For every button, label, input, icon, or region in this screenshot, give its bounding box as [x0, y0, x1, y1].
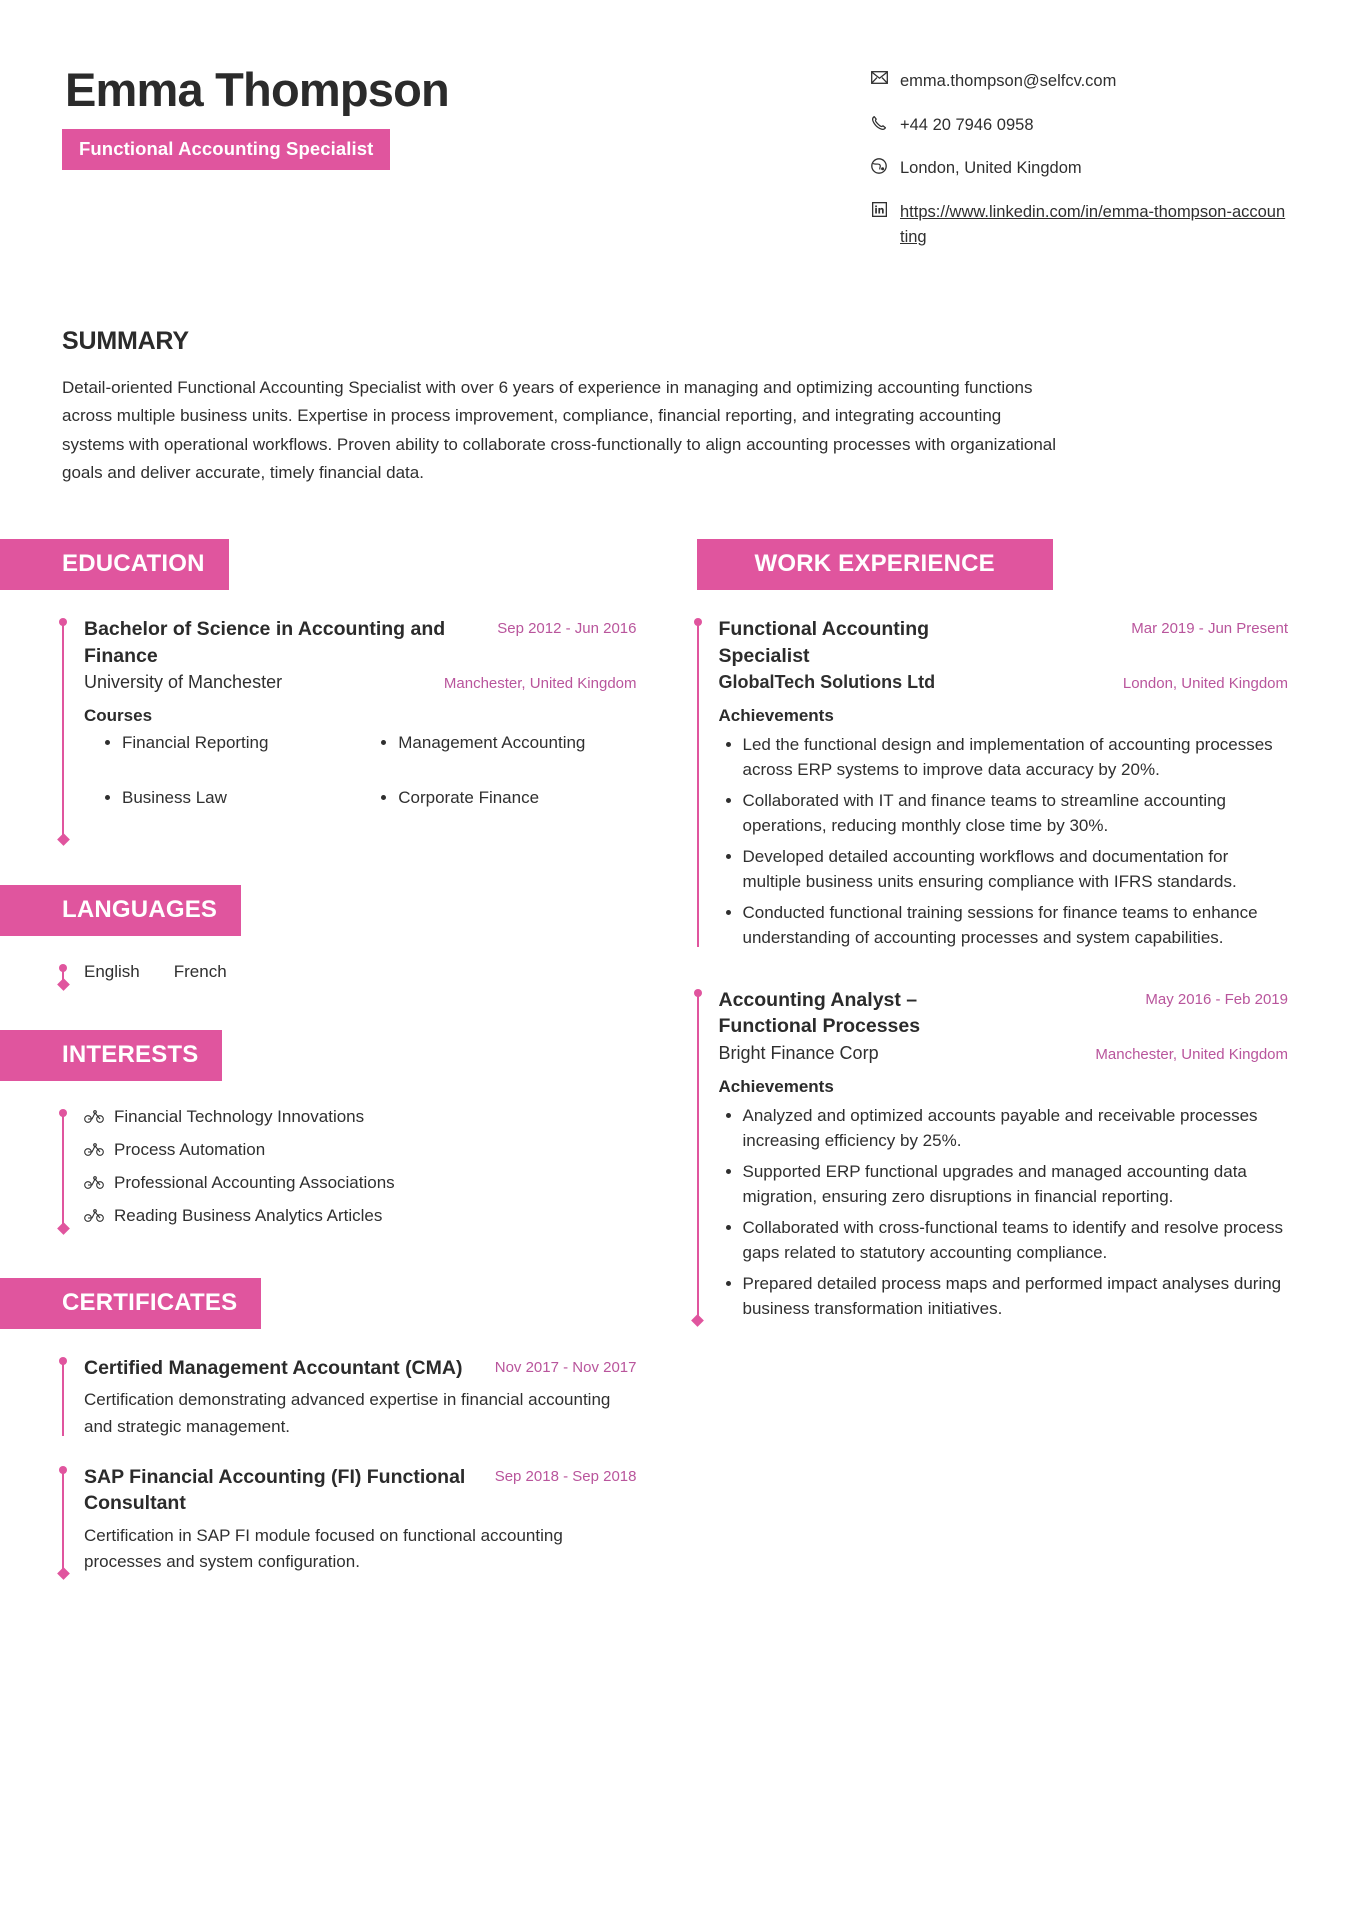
right-column [697, 539, 1289, 1326]
work-location: London, United Kingdom [1122, 674, 1288, 692]
certificate-title: SAP Financial Accounting (FI) Functional Consultant [84, 1465, 466, 1515]
contact-email [868, 69, 1288, 95]
achievement-item: • Developed detailed accounting workflows and documentation for multiple business units ensuring compliance with IFRS standards. [743, 844, 1289, 895]
phone-icon [868, 113, 890, 131]
work-entry-sub [719, 1043, 1289, 1064]
contact-email-text: emma.thompson@selfcv.com [900, 72, 1117, 90]
interest-item [84, 1173, 637, 1193]
work-company: Bright Finance Corp [718, 1042, 879, 1063]
contact-phone [868, 113, 1288, 139]
interest-label: Financial Technology Innovations [114, 1106, 365, 1126]
certificate-entry [62, 1355, 637, 1440]
timeline-diamond-icon [57, 978, 70, 991]
certificate-date: Nov 2017 - Nov 2017 [494, 1358, 637, 1376]
timeline-dot-icon [59, 1466, 67, 1474]
timeline-line [62, 1113, 64, 1226]
certificate-description: Certification in SAP FI module focused on functional accounting processes and system configuration. [84, 1525, 563, 1571]
course-item: • Corporate Finance [398, 785, 636, 811]
interests-section [62, 1030, 637, 1230]
timeline-line [62, 1470, 64, 1571]
timeline-diamond-icon [691, 1314, 704, 1327]
timeline-dot-icon [694, 618, 702, 626]
timeline-diamond-icon [57, 833, 70, 846]
work-entry [697, 616, 1289, 951]
content-columns [62, 539, 1288, 1579]
bicycle-icon [84, 1143, 106, 1156]
certificate-date: Sep 2018 - Sep 2018 [494, 1467, 637, 1485]
contact-linkedin[interactable] [868, 200, 1288, 251]
work-date: May 2016 - Feb 2019 [1145, 990, 1288, 1008]
education-entry [62, 616, 637, 841]
interest-label: Professional Accounting Associations [114, 1172, 395, 1192]
timeline-diamond-icon [57, 1222, 70, 1235]
bicycle-icon [84, 1209, 106, 1222]
contact-list [868, 55, 1288, 269]
timeline-line [697, 622, 699, 947]
timeline-dot-icon [59, 964, 67, 972]
work-date: Mar 2019 - Jun Present [1131, 620, 1288, 638]
interest-item [84, 1107, 637, 1127]
achievement-item: • Conducted functional training sessions for finance teams to enhance understanding of accounting processes and system capabilities. [743, 900, 1289, 951]
page-title: Emma Thompson [65, 63, 449, 116]
bicycle-icon [84, 1176, 106, 1189]
timeline-line [62, 1361, 64, 1436]
work-company: GlobalTech Solutions Ltd [718, 671, 936, 692]
languages-heading: LANGUAGES [0, 885, 241, 936]
achievements-list [719, 1103, 1289, 1322]
contact-location-text: London, United Kingdom [900, 159, 1082, 178]
globe-icon [868, 156, 890, 174]
course-item: • Management Accounting [398, 730, 636, 756]
certificate-entry-head [84, 1464, 637, 1517]
summary-heading: SUMMARY [62, 326, 189, 355]
bicycle-icon [84, 1110, 106, 1123]
work-position: Accounting Analyst – Functional Processes [718, 988, 921, 1038]
achievements-label: Achievements [718, 705, 834, 725]
certificate-entry [62, 1464, 637, 1575]
achievements-list [719, 732, 1289, 951]
achievement-item: • Collaborated with cross-functional teams to identify and resolve process gaps related to statutory accounting compliance. [743, 1215, 1289, 1266]
course-item: • Financial Reporting [122, 730, 360, 756]
interest-item [84, 1140, 637, 1160]
linkedin-icon [868, 200, 890, 217]
certificates-section [62, 1278, 637, 1575]
courses-column-right [360, 730, 636, 841]
education-section [62, 539, 637, 841]
languages-entry [62, 962, 637, 986]
timeline-dot-icon [59, 1109, 67, 1117]
language-list [84, 962, 637, 982]
education-school: University of Manchester [84, 671, 283, 692]
timeline-dot-icon [694, 989, 702, 997]
work-experience-heading: WORK EXPERIENCE [697, 539, 1053, 590]
education-degree: Bachelor of Science in Accounting and Finance [84, 618, 446, 667]
interest-label: Process Automation [114, 1139, 266, 1159]
contact-linkedin-link[interactable]: https://www.linkedin.com/in/emma-thompson-accounting [900, 202, 1286, 247]
courses-label: Courses [84, 705, 153, 725]
course-item: • Business Law [122, 785, 360, 811]
timeline-dot-icon [59, 1357, 67, 1365]
languages-section [62, 885, 637, 986]
timeline-dot-icon [59, 618, 67, 626]
certificate-entry-head [84, 1355, 637, 1381]
summary-text: Detail-oriented Functional Accounting Specialist with over 6 years of experience in managing and optimizing accounting functions across multiple business units. Expertise in process improvement, compliance, financial reporting, and integrating accounting systems with operational workflows. Proven ability to collaborate cross-functionally to align accounting processes with organizational goals and deliver accurate, timely financial data. [62, 377, 1057, 482]
achievement-item: • Prepared detailed process maps and performed impact analyses during business transformation initiatives. [743, 1271, 1289, 1322]
education-heading: EDUCATION [0, 539, 229, 590]
resume-header [62, 55, 1288, 269]
courses-grid [84, 730, 637, 841]
certificates-heading: CERTIFICATES [0, 1278, 261, 1329]
summary-section [62, 327, 1288, 488]
contact-phone-text: +44 20 7946 0958 [900, 115, 1034, 134]
education-location: Manchester, United Kingdom [443, 674, 637, 692]
contact-location [868, 156, 1288, 182]
language-item: English [84, 961, 140, 981]
header-identity [62, 55, 449, 170]
timeline-line [697, 993, 699, 1318]
work-experience-section [697, 539, 1289, 1321]
certificate-title: Certified Management Accountant (CMA) [84, 1356, 463, 1379]
left-column [62, 539, 637, 1579]
work-entry [697, 987, 1289, 1322]
certificate-description: Certification demonstrating advanced expertise in financial accounting and strategic management. [84, 1390, 611, 1436]
interests-heading: INTERESTS [0, 1030, 222, 1081]
work-entry-sub [719, 672, 1289, 693]
education-entry-sub [84, 672, 637, 693]
courses-column-left [84, 730, 360, 841]
achievements-label: Achievements [718, 1076, 834, 1096]
work-entry-head [719, 616, 1289, 669]
education-date: Sep 2012 - Jun 2016 [497, 620, 637, 638]
education-entry-head [84, 616, 637, 669]
timeline-diamond-icon [57, 1567, 70, 1580]
work-location: Manchester, United Kingdom [1095, 1045, 1288, 1063]
job-title-badge: Functional Accounting Specialist [62, 129, 390, 170]
work-entry-head [719, 987, 1289, 1040]
achievement-item: • Led the functional design and implementation of accounting processes across ERP systems to improve data accuracy by 20%. [743, 732, 1289, 783]
achievement-item: • Collaborated with IT and finance teams to streamline accounting operations, reducing monthly close time by 30%. [743, 788, 1289, 839]
interest-item [84, 1206, 637, 1226]
work-position: Functional Accounting Specialist [718, 618, 930, 667]
email-icon [868, 69, 890, 84]
interests-entry [62, 1107, 637, 1230]
achievement-item: • Supported ERP functional upgrades and managed accounting data migration, ensuring zero disruptions in financial reporting. [743, 1159, 1289, 1210]
language-item: French [173, 961, 227, 981]
achievement-item: • Analyzed and optimized accounts payable and receivable processes increasing efficiency by 25%. [743, 1103, 1289, 1154]
timeline-line [62, 622, 64, 837]
interest-label: Reading Business Analytics Articles [114, 1205, 383, 1225]
